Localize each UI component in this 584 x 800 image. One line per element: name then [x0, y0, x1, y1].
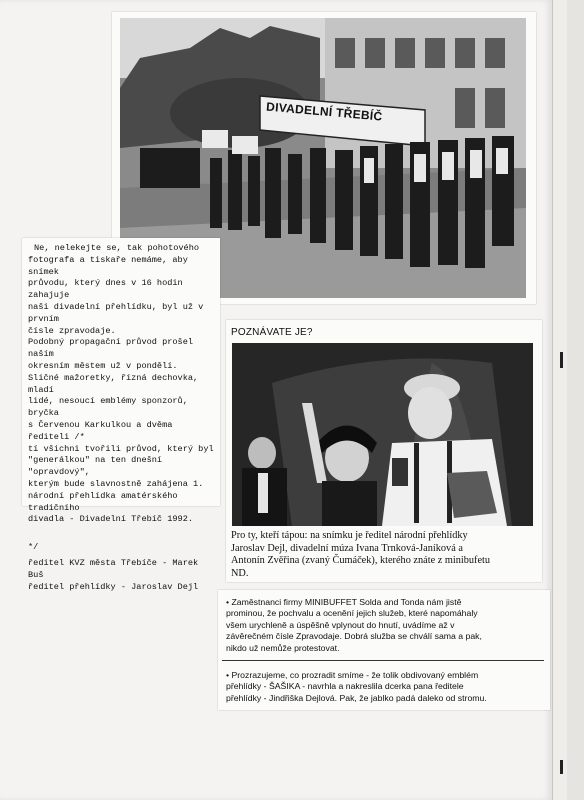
- margin-mark: [560, 760, 563, 774]
- note-line: všem urychleně a úspěšně vplynout do hnutí, uvádíme až v: [226, 619, 455, 630]
- note-line: prominou, že pochvalu a ocenění jejich služeb, které napomáhaly: [226, 608, 478, 619]
- caption-line: průvodu, který dnes v 16 hodin zahajuje: [28, 278, 183, 301]
- footnote-line: ředitel KVZ města Třebíče - Marek Buš: [28, 557, 199, 580]
- question-heading: POZNÁVATE JE?: [231, 327, 313, 338]
- caption-line: s Červenou Karkulkou a dvěma řediteli /*: [28, 419, 173, 442]
- caption-line: ND.: [231, 567, 249, 579]
- caption-text-block: [28, 243, 218, 593]
- page-edge-middle: [552, 0, 567, 800]
- caption-line: čísle zpravodaje.: [28, 325, 116, 336]
- margin-mark: [560, 352, 563, 368]
- note-line: závěrečném čísle Zpravodaje. Dobrá služba se chválí sama a pak,: [226, 631, 482, 642]
- caption-line: "generálkou" na ten dnešní "opravdový",: [28, 455, 163, 478]
- theatre-photo-image: [232, 343, 533, 526]
- caption-line: Jaroslav Dejl, divadelní múza Ivana Trnková-Janíková a: [231, 542, 463, 554]
- caption-line: naši divadelní přehlídku, byl už v prvním: [28, 301, 204, 324]
- caption-line: národní přehlídka amatérského tradičního: [28, 490, 178, 513]
- caption-line: lidé, nesoucí emblémy sponzorů, bryčka: [28, 396, 188, 419]
- caption-line: Antonín Zvěřina (zvaný Čumáček), kterého znáte z minibufetu: [231, 555, 491, 567]
- caption-line: kterým bude slavnostně zahájena 1.: [28, 478, 204, 489]
- footnote-mark: */: [28, 542, 39, 553]
- caption-line: okresním městem už v pondělí.: [28, 360, 178, 371]
- caption-line: Pro ty, kteří tápou: na snímku je ředitel národní přehlídky: [231, 530, 468, 541]
- note-line: • Zaměstnanci firmy MINIBUFFET Solda and Tonda nám jistě: [226, 597, 462, 607]
- caption-line: Ne, nelekejte se, tak pohotového: [34, 243, 200, 253]
- caption-line: tí všichni tvořili průvod, který byl: [28, 443, 214, 454]
- note-minibuffet: [226, 597, 548, 654]
- footnote-line: ředitel přehlídky - Jaroslav Dejl: [28, 581, 199, 592]
- theatre-photo: [232, 343, 533, 526]
- note-emblem: [226, 670, 548, 704]
- note-line: přehlídky - ŠAŠIKA - navrhla a nakreslila dcerka pana ředitele: [226, 681, 464, 692]
- note-line: přehlídky - Jindřiška Dejlová. Pak, že jablko padá daleko od stromu.: [226, 692, 487, 703]
- theatre-photo-caption: [231, 530, 537, 580]
- note-line: nikdo už nemůže protestovat.: [226, 642, 340, 653]
- caption-line: divadla - Divadelní Třebíč 1992.: [28, 514, 194, 525]
- notes-divider: [222, 660, 544, 661]
- caption-line: Sličné mažoretky, řízná dechovka, mladí: [28, 372, 199, 395]
- note-line: • Prozrazujeme, co prozradit smíme - že tolik obdivovaný emblém: [226, 670, 479, 680]
- caption-line: fotografa a tiskaře nemáme, aby snímek: [28, 254, 188, 277]
- parade-banner-text: DIVADELNÍ TŘEBÍČ: [265, 99, 384, 124]
- caption-line: Podobný propagační průvod prošel naším: [28, 337, 194, 360]
